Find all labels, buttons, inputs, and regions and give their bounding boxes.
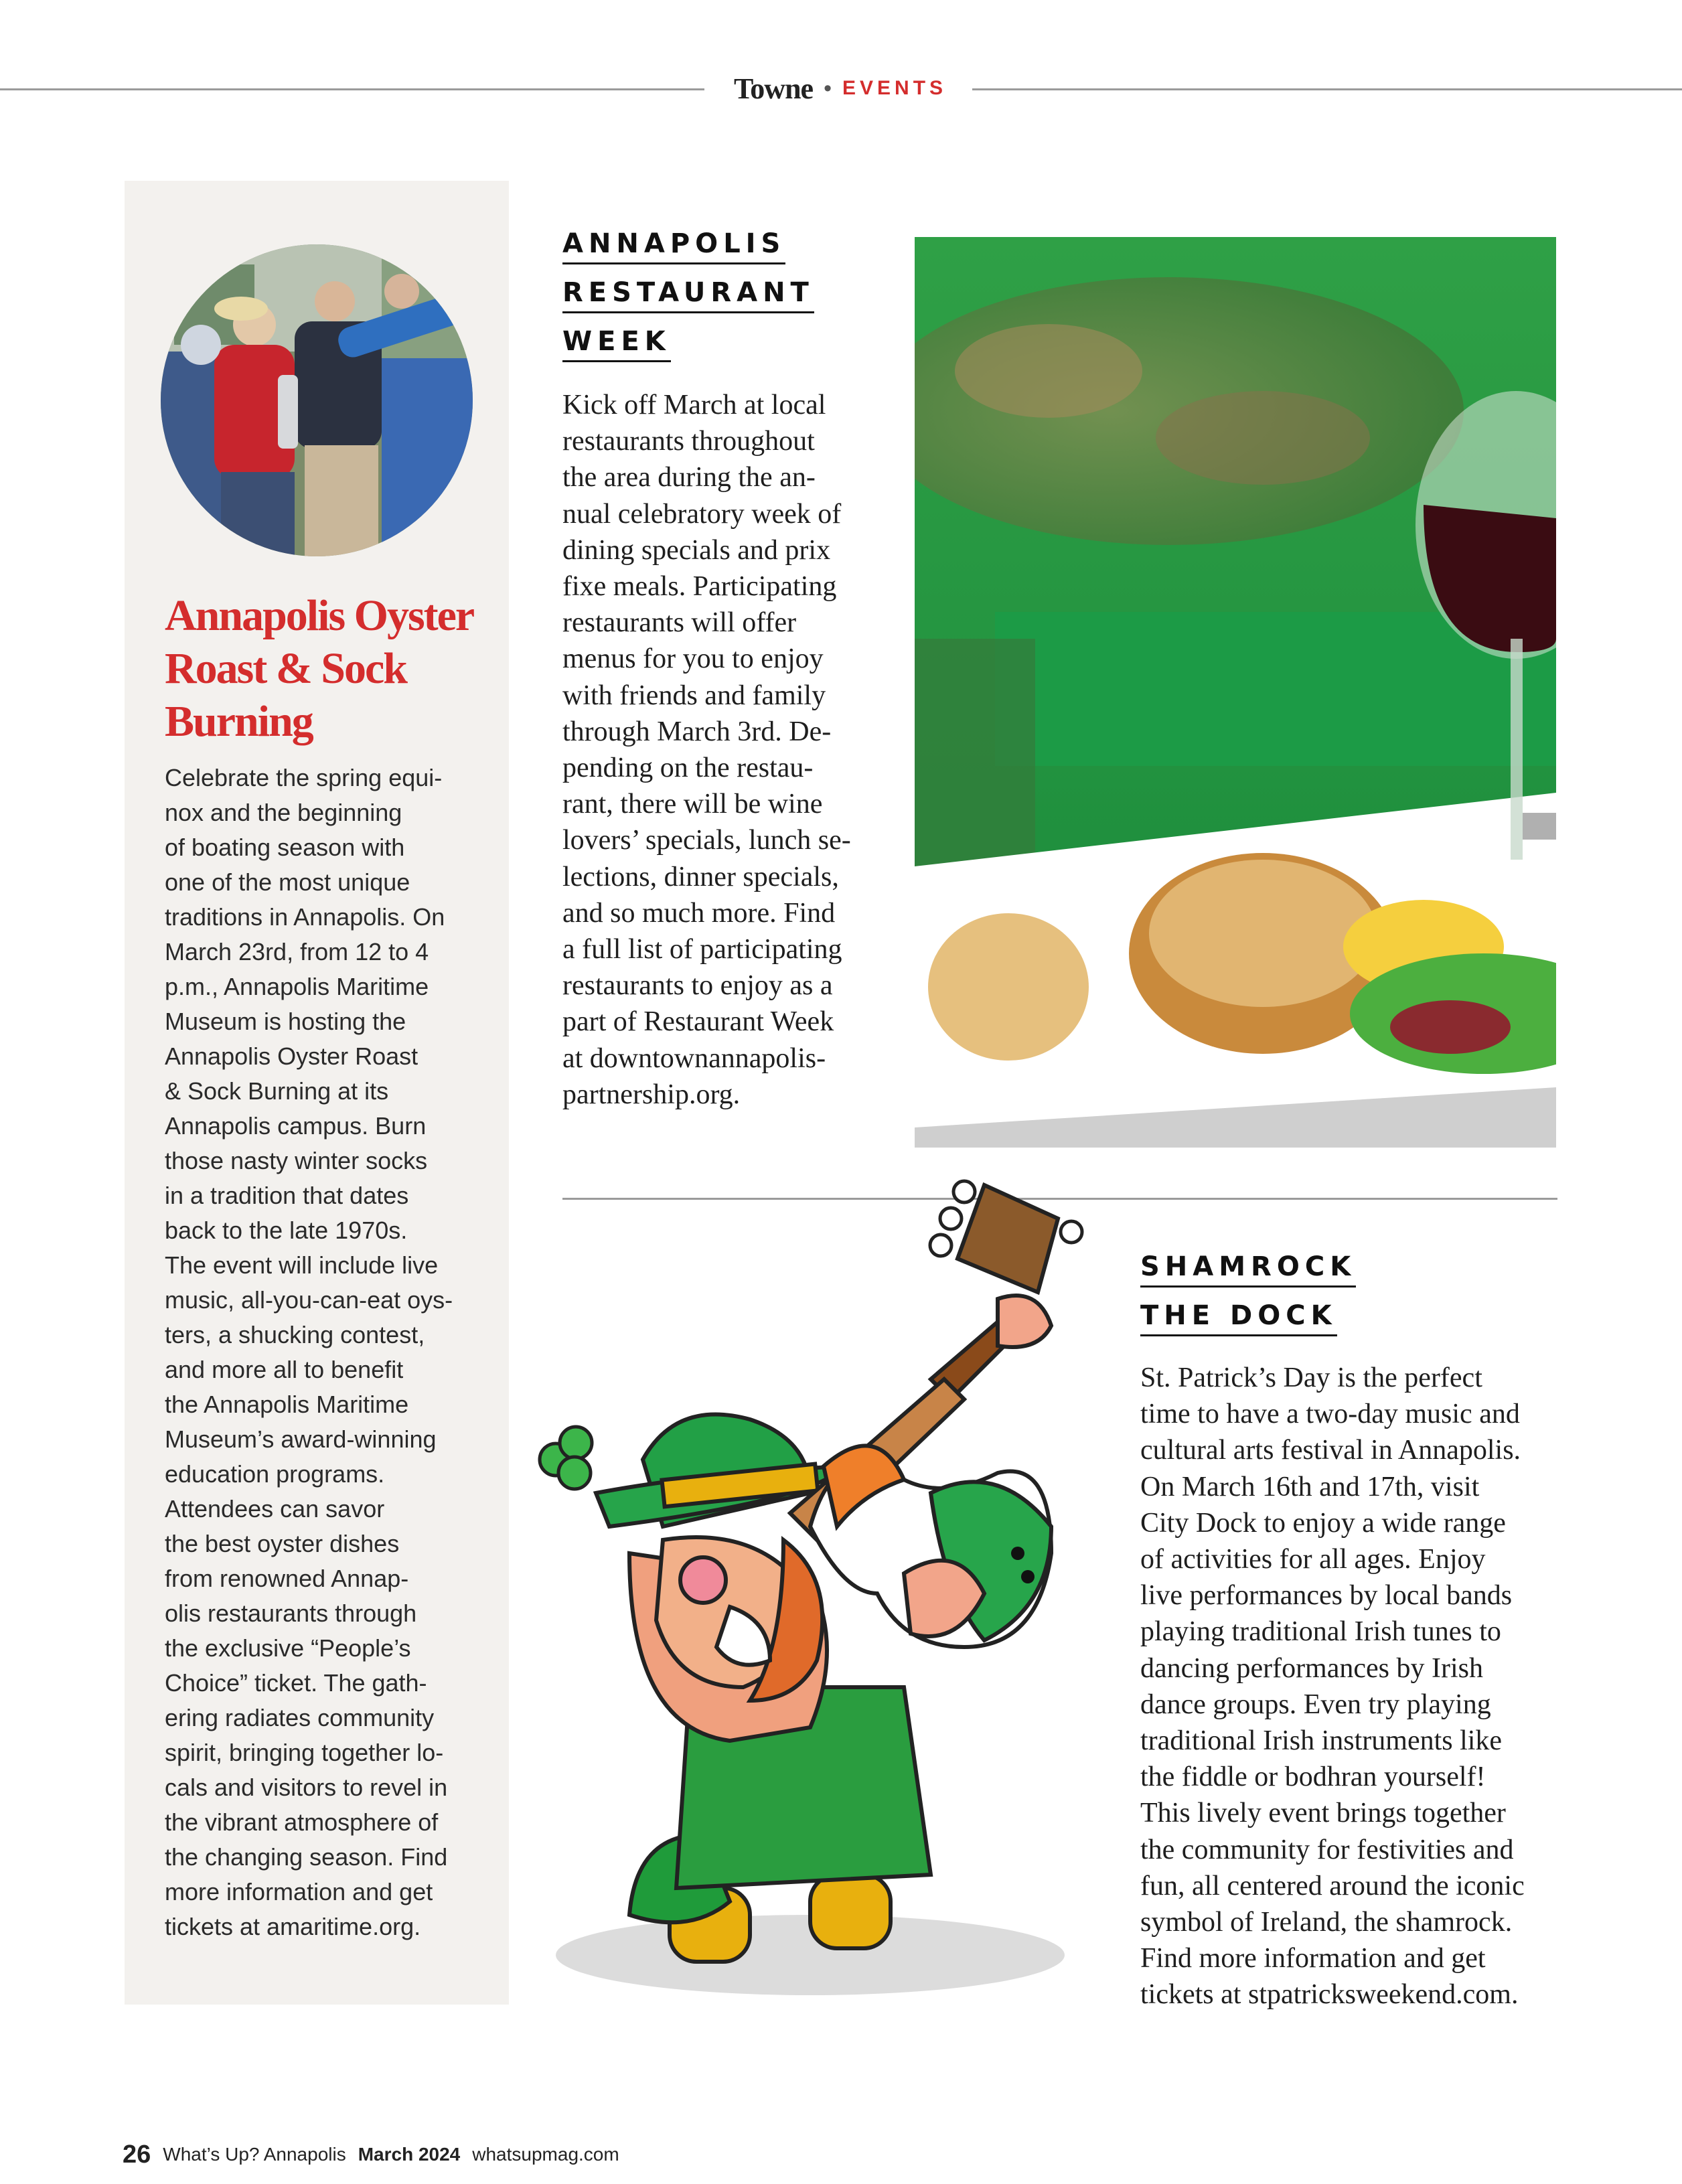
crab-cake-photo (915, 237, 1556, 1148)
restaurant-week-heading-line-2: RESTAURANT (562, 274, 814, 313)
page-number: 26 (123, 2140, 151, 2169)
oyster-roast-photo (161, 244, 473, 556)
header-rule-left (0, 88, 704, 90)
brand-name: Towne (734, 72, 814, 105)
running-header (734, 70, 955, 107)
restaurant-week-heading-line-3: WEEK (562, 323, 671, 362)
oyster-roast-body: Celebrate the spring equi- nox and the beginning of boating season with one of the most unique traditions in Annapolis. On March 23rd, from 12 to 4 p.m., Annapolis Maritime Museum is hosting the Annapolis Oyster Roast & Sock Burning at its Annapolis campus. Burn those nasty winter socks in a tradition that dates back to the late 1970s. The event will include live music, all-you-can-eat oys- ters, a shucking contest, and more all to benefit the Annapolis Maritime Museum’s award-winning education programs. Attendees can savor the best oyster dishes from renowned Annap- olis restaurants through the exclusive “People’s Choice” ticket. The gath- ering radiates community spirit, bringing together lo- cals and visitors to revel in the vibrant atmosphere of the changing season. Find more information and get tickets at amaritime.org. (165, 764, 453, 1940)
restaurant-week-heading (562, 225, 844, 372)
shamrock-heading-line-1: SHAMROCK (1140, 1248, 1356, 1288)
shamrock-heading (1140, 1248, 1422, 1346)
shamrock-heading-line-2: THE DOCK (1140, 1297, 1337, 1336)
restaurant-week-body: Kick off March at local restaurants throughout the area during the an- nual celebratory week of dining specials and prix fixe meals. Participating restaurants will offer menus for you to enjoy with friends and family through March 3rd. De- pending on the restau- rant, there will be wine lovers’ specials, lunch se- lections, dinner specials, and so much more. Find a full list of participating restaurants to enjoy as a part of Restaurant Week at downtownannapolis- partnership.org. (562, 390, 851, 1110)
page-footer (123, 2136, 619, 2173)
oyster-roast-title: Annapolis Oyster Roast & Sock Burning (165, 591, 473, 746)
restaurant-week-heading-line-1: ANNAPOLIS (562, 225, 785, 264)
header-separator: • (824, 75, 832, 101)
publication-name: What’s Up? Annapolis (163, 2144, 346, 2165)
website: whatsupmag.com (472, 2144, 619, 2165)
leprechaun-guitar-illustration (529, 1178, 1132, 2009)
issue-date: March 2024 (358, 2144, 461, 2165)
header-rule-right (972, 88, 1682, 90)
shamrock-body: St. Patrick’s Day is the perfect time to have a two-day music and cultural arts festival in Annapolis. On March 16th and 17th, visit City Dock to enjoy a wide range of activities for all ages. Enjoy live performances by local bands playing traditional Irish tunes to dancing performances by Irish dance groups. Even try playing traditional Irish instruments like the fiddle or bodhran yourself! This lively event brings together the community for festivities and fun, all centered around the iconic symbol of Ireland, the shamrock. Find more information and get tickets at stpatricksweekend.com. (1140, 1362, 1525, 2011)
section-label: EVENTS (842, 77, 947, 99)
